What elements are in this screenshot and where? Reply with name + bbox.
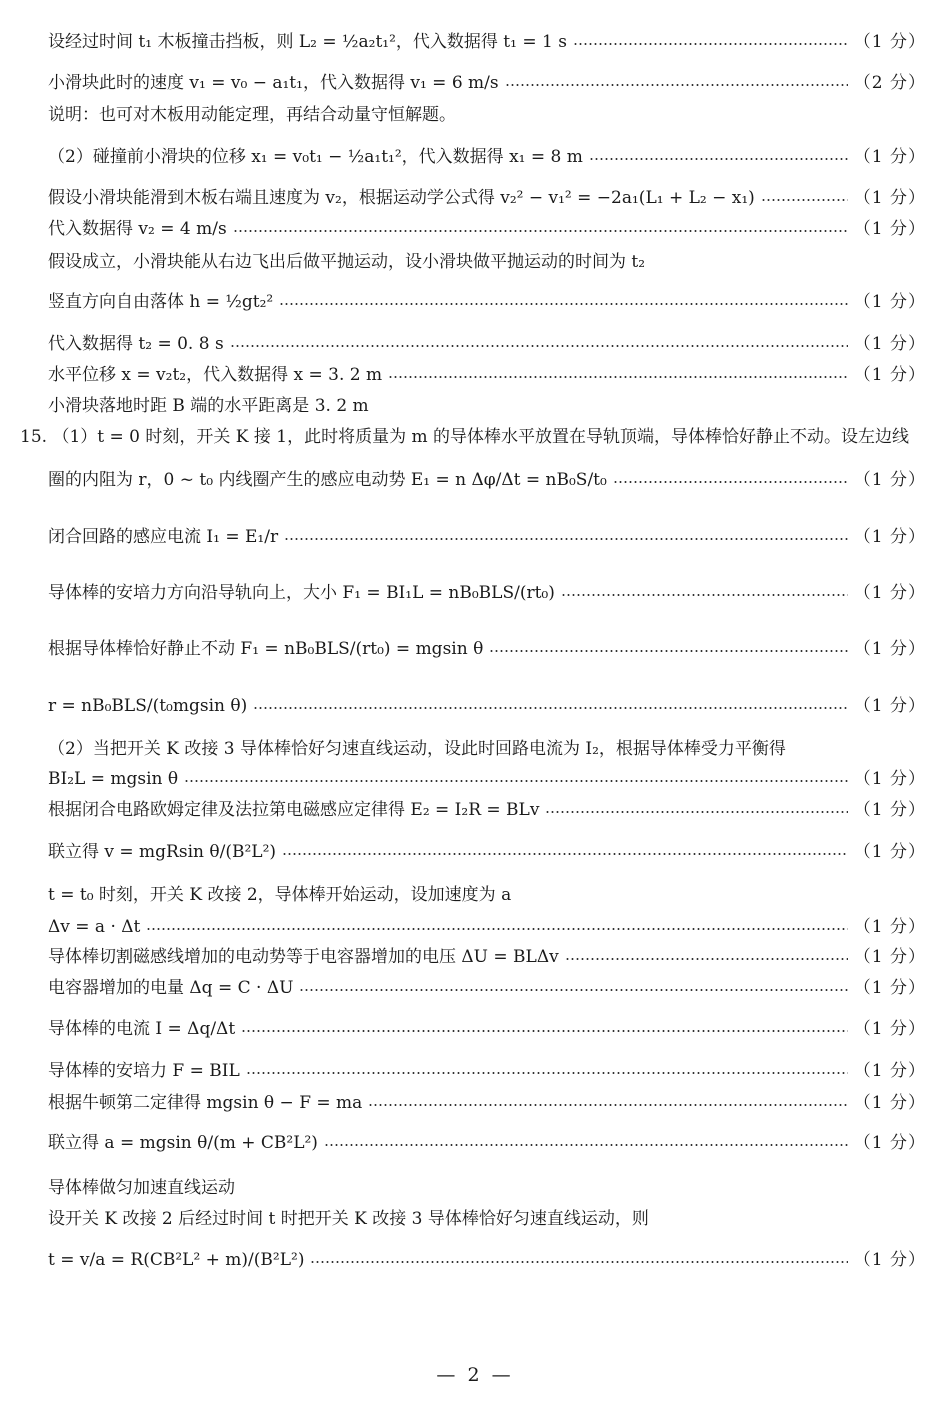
score-label: （1 分） — [853, 1250, 926, 1270]
dot-leader — [589, 158, 848, 160]
dot-leader — [184, 780, 848, 782]
answer-line — [48, 695, 926, 717]
score-label: （1 分） — [853, 800, 926, 820]
score-label: （1 分） — [853, 1019, 926, 1039]
answer-line — [48, 526, 926, 548]
line-text: （2）碰撞前小滑块的位移 x₁ = v₀t₁ − ½a₁t₁²，代入数据得 x₁ = 8 m — [48, 147, 583, 167]
answer-line — [48, 1092, 926, 1114]
score-label: （1 分） — [853, 842, 926, 862]
line-text: 说明：也可对木板用动能定理，再结合动量守恒解题。 — [48, 105, 456, 125]
dot-leader — [561, 594, 848, 596]
score-label: （1 分） — [853, 32, 926, 52]
line-text: 电容器增加的电量 Δq = C · ΔU — [48, 978, 294, 998]
answer-line — [48, 916, 926, 938]
score-label: （1 分） — [853, 1093, 926, 1113]
line-text: 小滑块此时的速度 v₁ = v₀ − a₁t₁，代入数据得 v₁ = 6 m/s — [48, 73, 499, 93]
question-15-heading — [20, 426, 926, 448]
line-text: 闭合回路的感应电流 I₁ = E₁/r — [48, 527, 279, 547]
line-text: 竖直方向自由落体 h = ½gt₂² — [48, 292, 274, 312]
score-label: （1 分） — [853, 334, 926, 354]
score-label: （1 分） — [853, 219, 926, 239]
dot-leader — [310, 1261, 847, 1263]
line-text: 代入数据得 t₂ = 0. 8 s — [48, 334, 224, 354]
score-label: （1 分） — [853, 1133, 926, 1153]
score-label: （1 分） — [853, 147, 926, 167]
dot-leader — [545, 811, 847, 813]
answer-line — [48, 738, 926, 760]
dot-leader — [279, 303, 848, 305]
line-text: 导体棒做匀加速直线运动 — [48, 1178, 235, 1198]
dot-leader — [246, 1072, 848, 1074]
score-label: （1 分） — [853, 639, 926, 659]
dot-leader — [146, 928, 847, 930]
score-label: （1 分） — [853, 1061, 926, 1081]
answer-line — [48, 395, 926, 417]
score-label: （1 分） — [853, 188, 926, 208]
score-label: （1 分） — [853, 769, 926, 789]
answer-line — [48, 1018, 926, 1040]
dot-leader — [253, 707, 848, 709]
answer-line — [48, 72, 926, 94]
answer-line — [48, 31, 926, 53]
answer-line — [48, 841, 926, 863]
line-text: 根据导体棒恰好静止不动 F₁ = nB₀BLS/(rt₀) = mgsin θ — [48, 639, 484, 659]
answer-line — [48, 638, 926, 660]
answer-line — [48, 768, 926, 790]
line-text: 设经过时间 t₁ 木板撞击挡板，则 L₂ = ½a₂t₁²，代入数据得 t₁ = 1 s — [48, 32, 567, 52]
score-label: （1 分） — [853, 292, 926, 312]
answer-line — [48, 469, 926, 491]
line-text: t = v/a = R(CB²L² + m)/(B²L²) — [48, 1250, 305, 1270]
answer-line — [48, 146, 926, 168]
line-text: 导体棒的安培力 F = BIL — [48, 1061, 240, 1081]
answer-line — [48, 1177, 926, 1199]
line-text: 根据牛顿第二定律得 mgsin θ − F = ma — [48, 1093, 363, 1113]
line-text: t = t₀ 时刻，开关 K 改接 2，导体棒开始运动，设加速度为 a — [48, 885, 512, 905]
score-label: （1 分） — [853, 527, 926, 547]
dot-leader — [241, 1030, 848, 1032]
answer-line — [48, 582, 926, 604]
line-text: 假设成立，小滑块能从右边飞出后做平抛运动，设小滑块做平抛运动的时间为 t₂ — [48, 252, 646, 272]
dot-leader — [324, 1144, 848, 1146]
answer-line — [48, 1249, 926, 1271]
score-label: （1 分） — [853, 470, 926, 490]
answer-line — [48, 977, 926, 999]
line-text: Δv = a · Δt — [48, 917, 141, 937]
line-text: 水平位移 x = v₂t₂，代入数据得 x = 3. 2 m — [48, 365, 383, 385]
line-text: 联立得 v = mgRsin θ/(B²L²) — [48, 842, 277, 862]
score-label: （1 分） — [853, 978, 926, 998]
dot-leader — [505, 84, 848, 86]
dot-leader — [613, 481, 848, 483]
line-text: 联立得 a = mgsin θ/(m + CB²L²) — [48, 1133, 318, 1153]
dot-leader — [761, 199, 848, 201]
line-text: （2）当把开关 K 改接 3 导体棒恰好匀速直线运动，设此时回路电流为 I₂，根据导体棒受力平衡得 — [48, 739, 786, 759]
answer-line — [48, 187, 926, 209]
answer-line — [48, 1132, 926, 1154]
score-label: （1 分） — [853, 583, 926, 603]
line-text: 导体棒切割磁感线增加的电动势等于电容器增加的电压 ΔU = BLΔv — [48, 947, 559, 967]
line-text: 代入数据得 v₂ = 4 m/s — [48, 219, 227, 239]
answer-line — [48, 884, 926, 906]
dot-leader — [230, 345, 848, 347]
score-label: （1 分） — [853, 365, 926, 385]
score-label: （1 分） — [853, 947, 926, 967]
answer-line — [48, 218, 926, 240]
dot-leader — [489, 650, 847, 652]
line-text: 设开关 K 改接 2 后经过时间 t 时把开关 K 改接 3 导体棒恰好匀速直线运动，则 — [48, 1209, 649, 1229]
line-text: 导体棒的安培力方向沿导轨向上，大小 F₁ = BI₁L = nB₀BLS/(rt₀) — [48, 583, 555, 603]
answer-line — [48, 1208, 926, 1230]
dot-leader — [388, 376, 848, 378]
answer-line — [48, 946, 926, 968]
line-text: 小滑块落地时距 B 端的水平距离是 3. 2 m — [48, 396, 369, 416]
dot-leader — [282, 853, 848, 855]
line-text: BI₂L = mgsin θ — [48, 769, 179, 789]
dot-leader — [299, 989, 847, 991]
line-text: 根据闭合电路欧姆定律及法拉第电磁感应定律得 E₂ = I₂R = BLv — [48, 800, 540, 820]
score-label: （1 分） — [853, 696, 926, 716]
line-text: 15. （1）t = 0 时刻，开关 K 接 1，此时将质量为 m 的导体棒水平放置在导轨顶端，导体棒恰好静止不动。设左边线 — [20, 427, 910, 447]
line-text: r = nB₀BLS/(t₀mgsin θ) — [48, 696, 248, 716]
answer-line — [48, 364, 926, 386]
score-label: （2 分） — [853, 73, 926, 93]
answer-line — [48, 251, 926, 273]
page-number: — 2 — — [436, 1364, 514, 1386]
answer-line — [48, 291, 926, 313]
answer-line — [48, 799, 926, 821]
score-label: （1 分） — [853, 917, 926, 937]
dot-leader — [573, 43, 848, 45]
line-text: 导体棒的电流 I = Δq/Δt — [48, 1019, 236, 1039]
line-text: 圈的内阻为 r，0 ~ t₀ 内线圈产生的感应电动势 E₁ = n Δφ/Δt = nB₀S/t₀ — [48, 470, 607, 490]
dot-leader — [284, 538, 848, 540]
dot-leader — [565, 958, 848, 960]
answer-line — [48, 104, 926, 126]
answer-line — [48, 333, 926, 355]
dot-leader — [233, 230, 848, 232]
dot-leader — [368, 1104, 847, 1106]
answer-line — [48, 1060, 926, 1082]
line-text: 假设小滑块能滑到木板右端且速度为 v₂，根据运动学公式得 v₂² − v₁² = −2a₁(L₁ + L₂ − x₁) — [48, 188, 755, 208]
